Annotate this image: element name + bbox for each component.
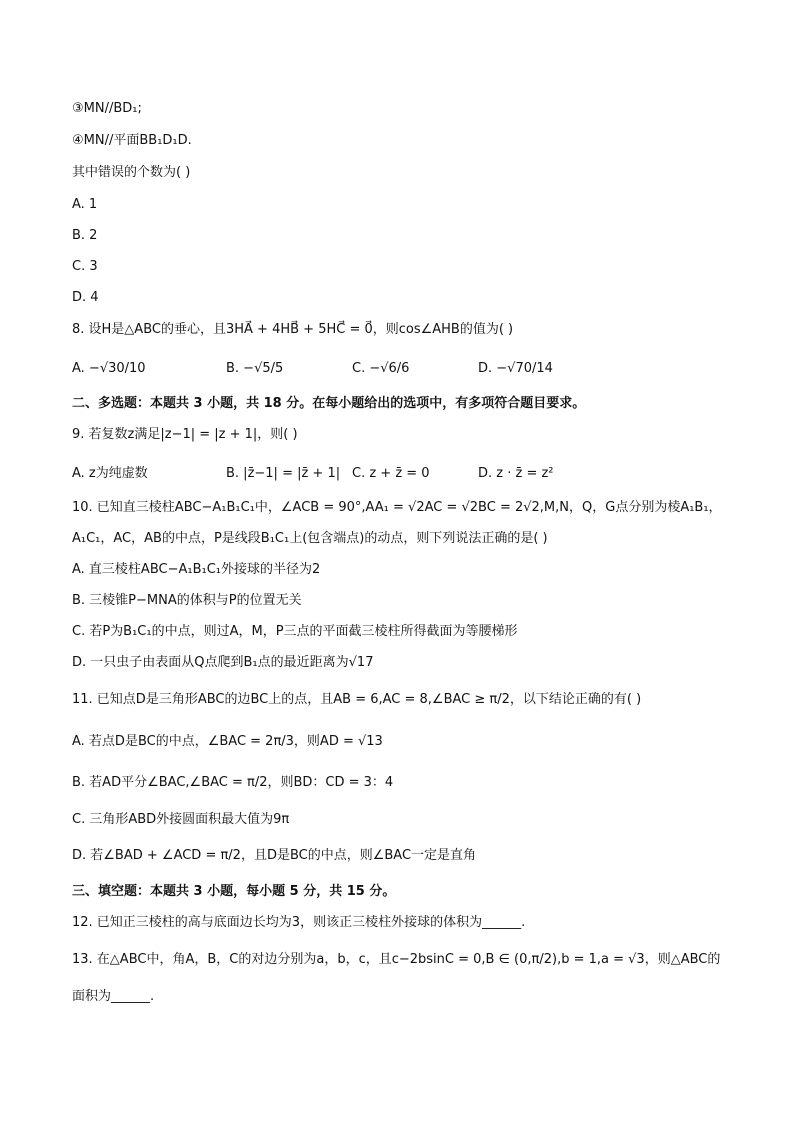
q10-option-a: A. 直三棱柱ABC−A₁B₁C₁外接球的半径为2 <box>72 562 321 577</box>
q9-stem: 9. 若复数z满足|z−1| = |z + 1|，则( ) <box>72 427 298 442</box>
q7-item-3: ③MN//BD₁; <box>72 101 142 116</box>
q7-option-d: D. 4 <box>72 290 99 305</box>
q8-option-b: B. −√5/5 <box>226 361 284 376</box>
q9-option-a: A. z为纯虚数 <box>72 466 148 481</box>
q7-option-c: C. 3 <box>72 259 98 274</box>
q8-option-c: C. −√6/6 <box>352 361 410 376</box>
q10-stem-line-1: 10. 已知直三棱柱ABC−A₁B₁C₁中，∠ACB = 90°,AA₁ = √2AC = √2BC = 2√2,M,N，Q，G点分别为棱A₁B₁， <box>72 500 722 515</box>
section-3-heading: 三、填空题：本题共 3 小题，每小题 5 分，共 15 分。 <box>72 884 396 899</box>
q9-option-c: C. z + z̄ = 0 <box>352 466 430 481</box>
q11-stem: 11. 已知点D是三角形ABC的边BC上的点，且AB = 6,AC = 8,∠BAC ≥ π/2，以下结论正确的有( ) <box>72 692 642 707</box>
q8-option-a: A. −√30/10 <box>72 361 146 376</box>
q11-option-a: A. 若点D是BC的中点，∠BAC = 2π/3，则AD = √13 <box>72 734 383 749</box>
q9-option-b: B. |z̄−1| = |z̄ + 1| <box>226 466 341 481</box>
q11-option-b: B. 若AD平分∠BAC,∠BAC = π/2，则BD：CD = 3：4 <box>72 775 394 790</box>
q10-option-d: D. 一只虫子由表面从Q点爬到B₁点的最近距离为√17 <box>72 655 374 670</box>
q12-stem: 12. 已知正三棱柱的高与底面边长均为3，则该正三棱柱外接球的体积为______. <box>72 915 526 930</box>
q7-option-b: B. 2 <box>72 228 98 243</box>
q9-option-d: D. z · z̄ = z² <box>478 466 554 481</box>
q10-stem-line-2: A₁C₁，AC，AB的中点，P是线段B₁C₁上(包含端点)的动点，则下列说法正确的是( ) <box>72 531 548 546</box>
q8-stem: 8. 设H是△ABC的垂心，且3HA⃗ + 4HB⃗ + 5HC⃗ = 0⃗，则cos∠AHB的值为( ) <box>72 322 514 337</box>
q7-option-a: A. 1 <box>72 197 98 212</box>
q7-item-4: ④MN//平面BB₁D₁D. <box>72 133 192 148</box>
q7-stem: 其中错误的个数为( ) <box>72 165 191 180</box>
q8-option-d: D. −√70/14 <box>478 361 553 376</box>
section-2-heading: 二、多选题：本题共 3 小题，共 18 分。在每小题给出的选项中，有多项符合题目要求。 <box>72 396 586 411</box>
q11-option-c: C. 三角形ABD外接圆面积最大值为9π <box>72 812 290 827</box>
q10-option-b: B. 三棱锥P−MNA的体积与P的位置无关 <box>72 593 302 608</box>
q13-stem-line-1: 13. 在△ABC中，角A，B，C的对边分别为a，b，c，且c−2bsinC = 0,B ∈ (0,π/2),b = 1,a = √3，则△ABC的 <box>72 952 721 967</box>
q13-stem-line-2: 面积为______. <box>72 989 155 1004</box>
q11-option-d: D. 若∠BAD + ∠ACD = π/2，且D是BC的中点，则∠BAC一定是直角 <box>72 848 477 863</box>
q10-option-c: C. 若P为B₁C₁的中点，则过A，M，P三点的平面截三棱柱所得截面为等腰梯形 <box>72 624 518 639</box>
